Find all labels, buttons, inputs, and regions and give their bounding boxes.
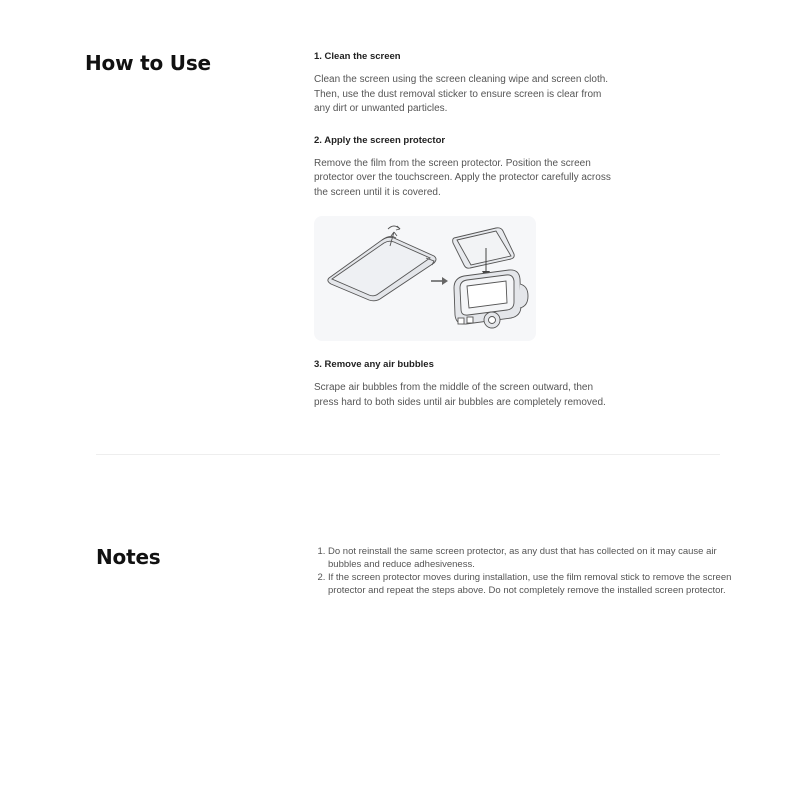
- step-heading: 1. Clean the screen: [314, 51, 401, 62]
- screen-protector-peel-icon: [328, 226, 436, 301]
- step-1: [314, 51, 614, 117]
- step-heading: 2. Apply the screen protector: [314, 134, 446, 146]
- note-item: 1. Do not reinstall the same screen protector, as any dust that has collected on it may cause air bubbles and reduce adhesiveness.: [328, 546, 733, 571]
- step-body: Clean the screen using the screen cleaning wipe and screen cloth. Then, use the dust removal sticker to ensure screen is clear from any dirt or unwanted particles.: [314, 74, 609, 114]
- arrow-right-icon: [431, 277, 448, 285]
- step-3: [314, 359, 614, 410]
- screen-protector-sheet-icon: [453, 228, 515, 268]
- note-item: 2. If the screen protector moves during installation, use the film removal stick to remove the screen protector and repeat the steps above. Do not completely remove the installed screen protector.: [328, 572, 733, 597]
- notes-title: Notes: [96, 545, 161, 569]
- device-icon: [454, 270, 528, 328]
- step-heading: 3. Remove any air bubbles: [314, 359, 434, 370]
- how-to-use-title: How to Use: [85, 51, 211, 75]
- steps-list: [314, 51, 614, 428]
- notes-list: [316, 546, 733, 598]
- step-body: Scrape air bubbles from the middle of the screen outward, then press hard to both sides until air bubbles are completely removed.: [314, 382, 606, 408]
- step-body: Remove the film from the screen protector. Position the screen protector over the touchscreen. Apply the protector carefully across the screen until it is covered.: [314, 157, 611, 198]
- step-2: [314, 135, 614, 201]
- section-divider: [96, 454, 720, 455]
- installation-illustration: [314, 216, 536, 341]
